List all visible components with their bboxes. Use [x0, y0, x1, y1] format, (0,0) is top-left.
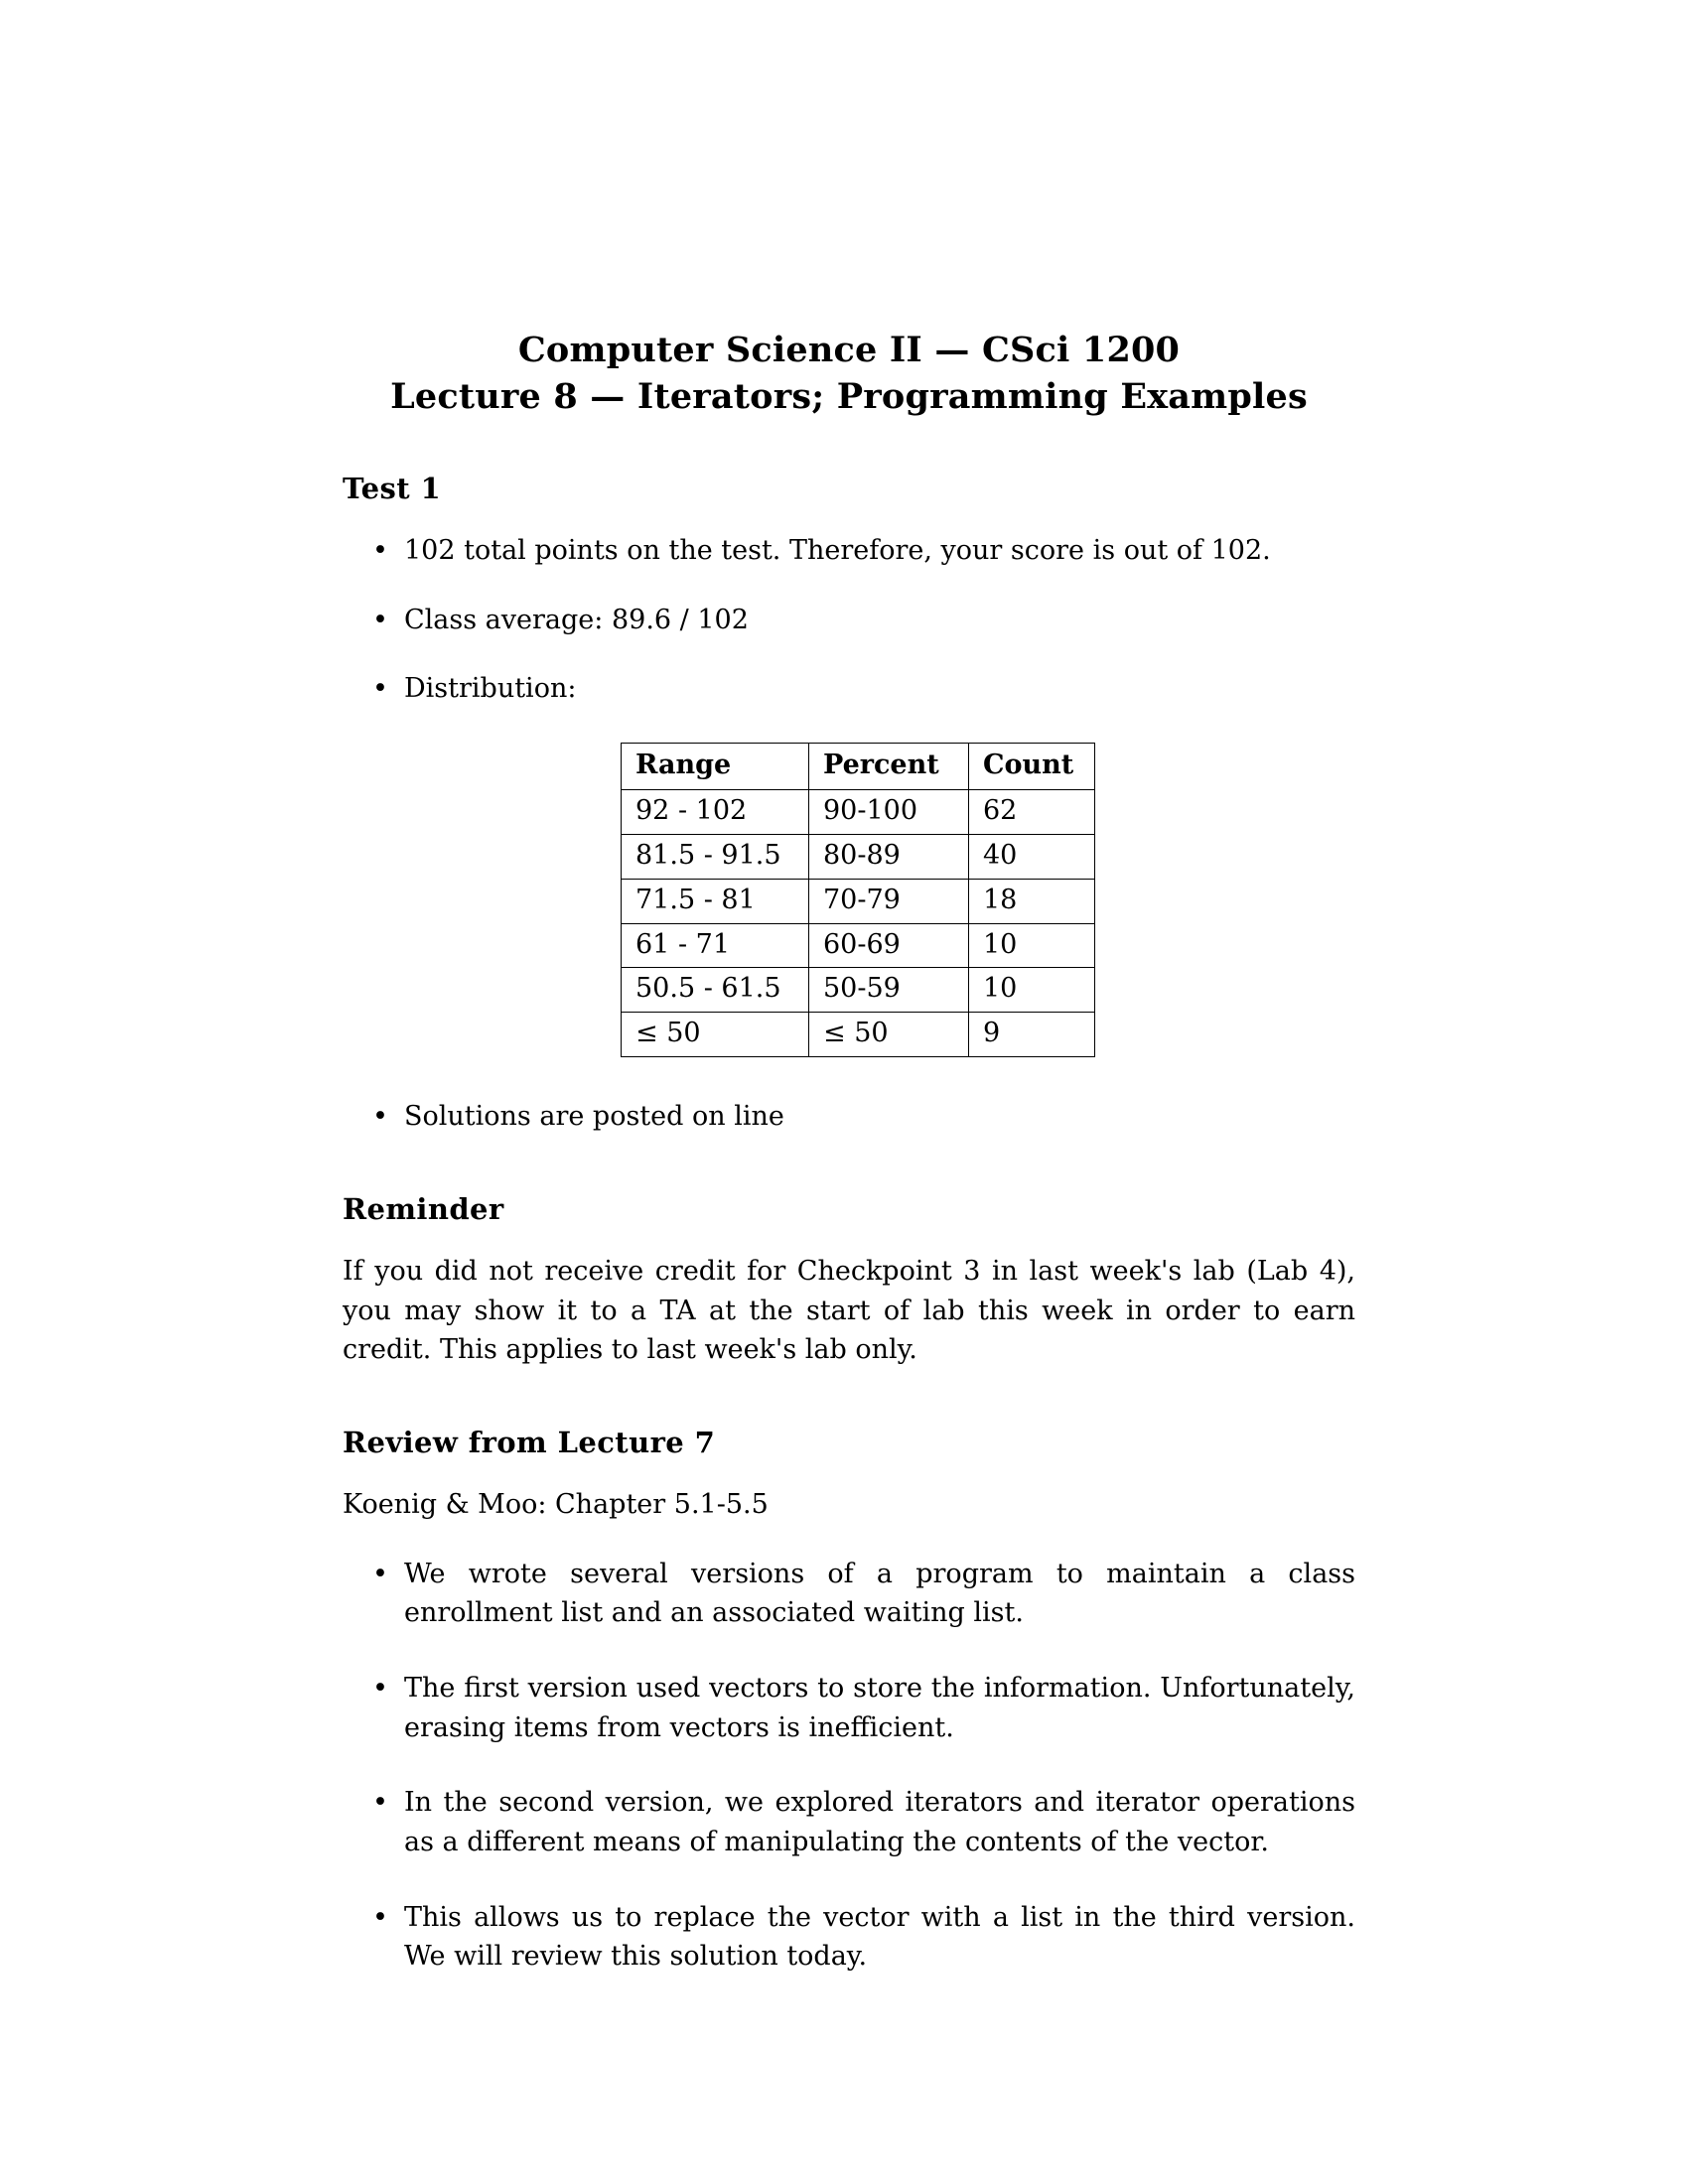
list-item: [343, 1555, 1355, 1633]
distribution-table-wrapper: [343, 743, 1355, 1057]
title-line-2: Lecture 8 — Iterators; Programming Examples: [390, 375, 1308, 417]
cell-count: 10: [969, 968, 1095, 1013]
bullet-glyph: •: [372, 604, 388, 635]
table-row: [622, 1013, 1095, 1057]
heading-review-from-lecture-7: Review from Lecture 7: [343, 1425, 716, 1459]
table-row: [622, 790, 1095, 835]
test-1-closing-list: [343, 1097, 1355, 1137]
cell-percent: 90-100: [809, 790, 969, 835]
table-row: [622, 968, 1095, 1013]
distribution-table: [621, 743, 1095, 1057]
list-item-text: 102 total points on the test. Therefore, your score is out of 102.: [404, 535, 1271, 567]
table-row: [622, 834, 1095, 879]
cell-percent: ≤ 50: [809, 1013, 969, 1057]
cell-range: 92 - 102: [622, 790, 809, 835]
title-line-1: Computer Science II — CSci 1200: [517, 330, 1181, 370]
cell-count: 9: [969, 1013, 1095, 1057]
cell-percent: 60-69: [809, 923, 969, 968]
list-item: [343, 669, 1355, 709]
review-reading-reference: Koenig & Moo: Chapter 5.1-5.5: [343, 1488, 769, 1520]
list-item: [343, 1898, 1355, 1977]
column-header-percent: Percent: [809, 744, 969, 790]
list-item-text: The first version used vectors to store the information. Unfortunately, erasing items from vectors is inefficient.: [404, 1672, 1355, 1743]
cell-count: 62: [969, 790, 1095, 835]
bullet-glyph: •: [372, 535, 388, 567]
cell-percent: 50-59: [809, 968, 969, 1013]
bullet-glyph: •: [372, 1901, 388, 1933]
list-item: [343, 1669, 1355, 1747]
bullet-glyph: •: [372, 1558, 388, 1589]
list-item: [343, 1097, 1355, 1137]
table-header-row: [622, 744, 1095, 790]
column-header-count: Count: [969, 744, 1095, 790]
list-item-text: Distribution:: [404, 673, 577, 705]
page-content: [343, 328, 1355, 2012]
bullet-glyph: •: [372, 1101, 388, 1133]
document-title-block: [343, 328, 1355, 420]
list-item-text: We wrote several versions of a program to maintain a class enrollment list and an associated waiting list.: [404, 1558, 1355, 1629]
list-item: [343, 601, 1355, 640]
list-item-text: Solutions are posted on line: [404, 1101, 784, 1133]
cell-range: 50.5 - 61.5: [622, 968, 809, 1013]
heading-reminder: Reminder: [343, 1191, 504, 1226]
cell-range: ≤ 50: [622, 1013, 809, 1057]
cell-percent: 80-89: [809, 834, 969, 879]
list-item-text: This allows us to replace the vector with a list in the third version. We will review this solution today.: [404, 1901, 1355, 1973]
column-header-range: Range: [622, 744, 809, 790]
heading-test-1: Test 1: [343, 472, 442, 506]
review-bullet-list: [343, 1555, 1355, 1978]
cell-range: 71.5 - 81: [622, 879, 809, 923]
bullet-glyph: •: [372, 1672, 388, 1704]
reminder-paragraph: If you did not receive credit for Checkpoint 3 in last week's lab (Lab 4), you may show it to a TA at the start of lab this week in order to earn credit. This applies to last week's lab only.: [343, 1255, 1355, 1366]
bullet-glyph: •: [372, 1787, 388, 1819]
list-item: [343, 531, 1355, 571]
cell-count: 10: [969, 923, 1095, 968]
table-row: [622, 879, 1095, 923]
list-item-text: Class average: 89.6 / 102: [404, 604, 749, 635]
cell-count: 18: [969, 879, 1095, 923]
bullet-glyph: •: [372, 673, 388, 705]
cell-range: 81.5 - 91.5: [622, 834, 809, 879]
table-row: [622, 923, 1095, 968]
cell-range: 61 - 71: [622, 923, 809, 968]
test-1-bullet-list: [343, 531, 1355, 709]
list-item-text: In the second version, we explored iterators and iterator operations as a different means of manipulating the contents of the vector.: [404, 1787, 1355, 1858]
list-item: [343, 1783, 1355, 1861]
cell-count: 40: [969, 834, 1095, 879]
cell-percent: 70-79: [809, 879, 969, 923]
